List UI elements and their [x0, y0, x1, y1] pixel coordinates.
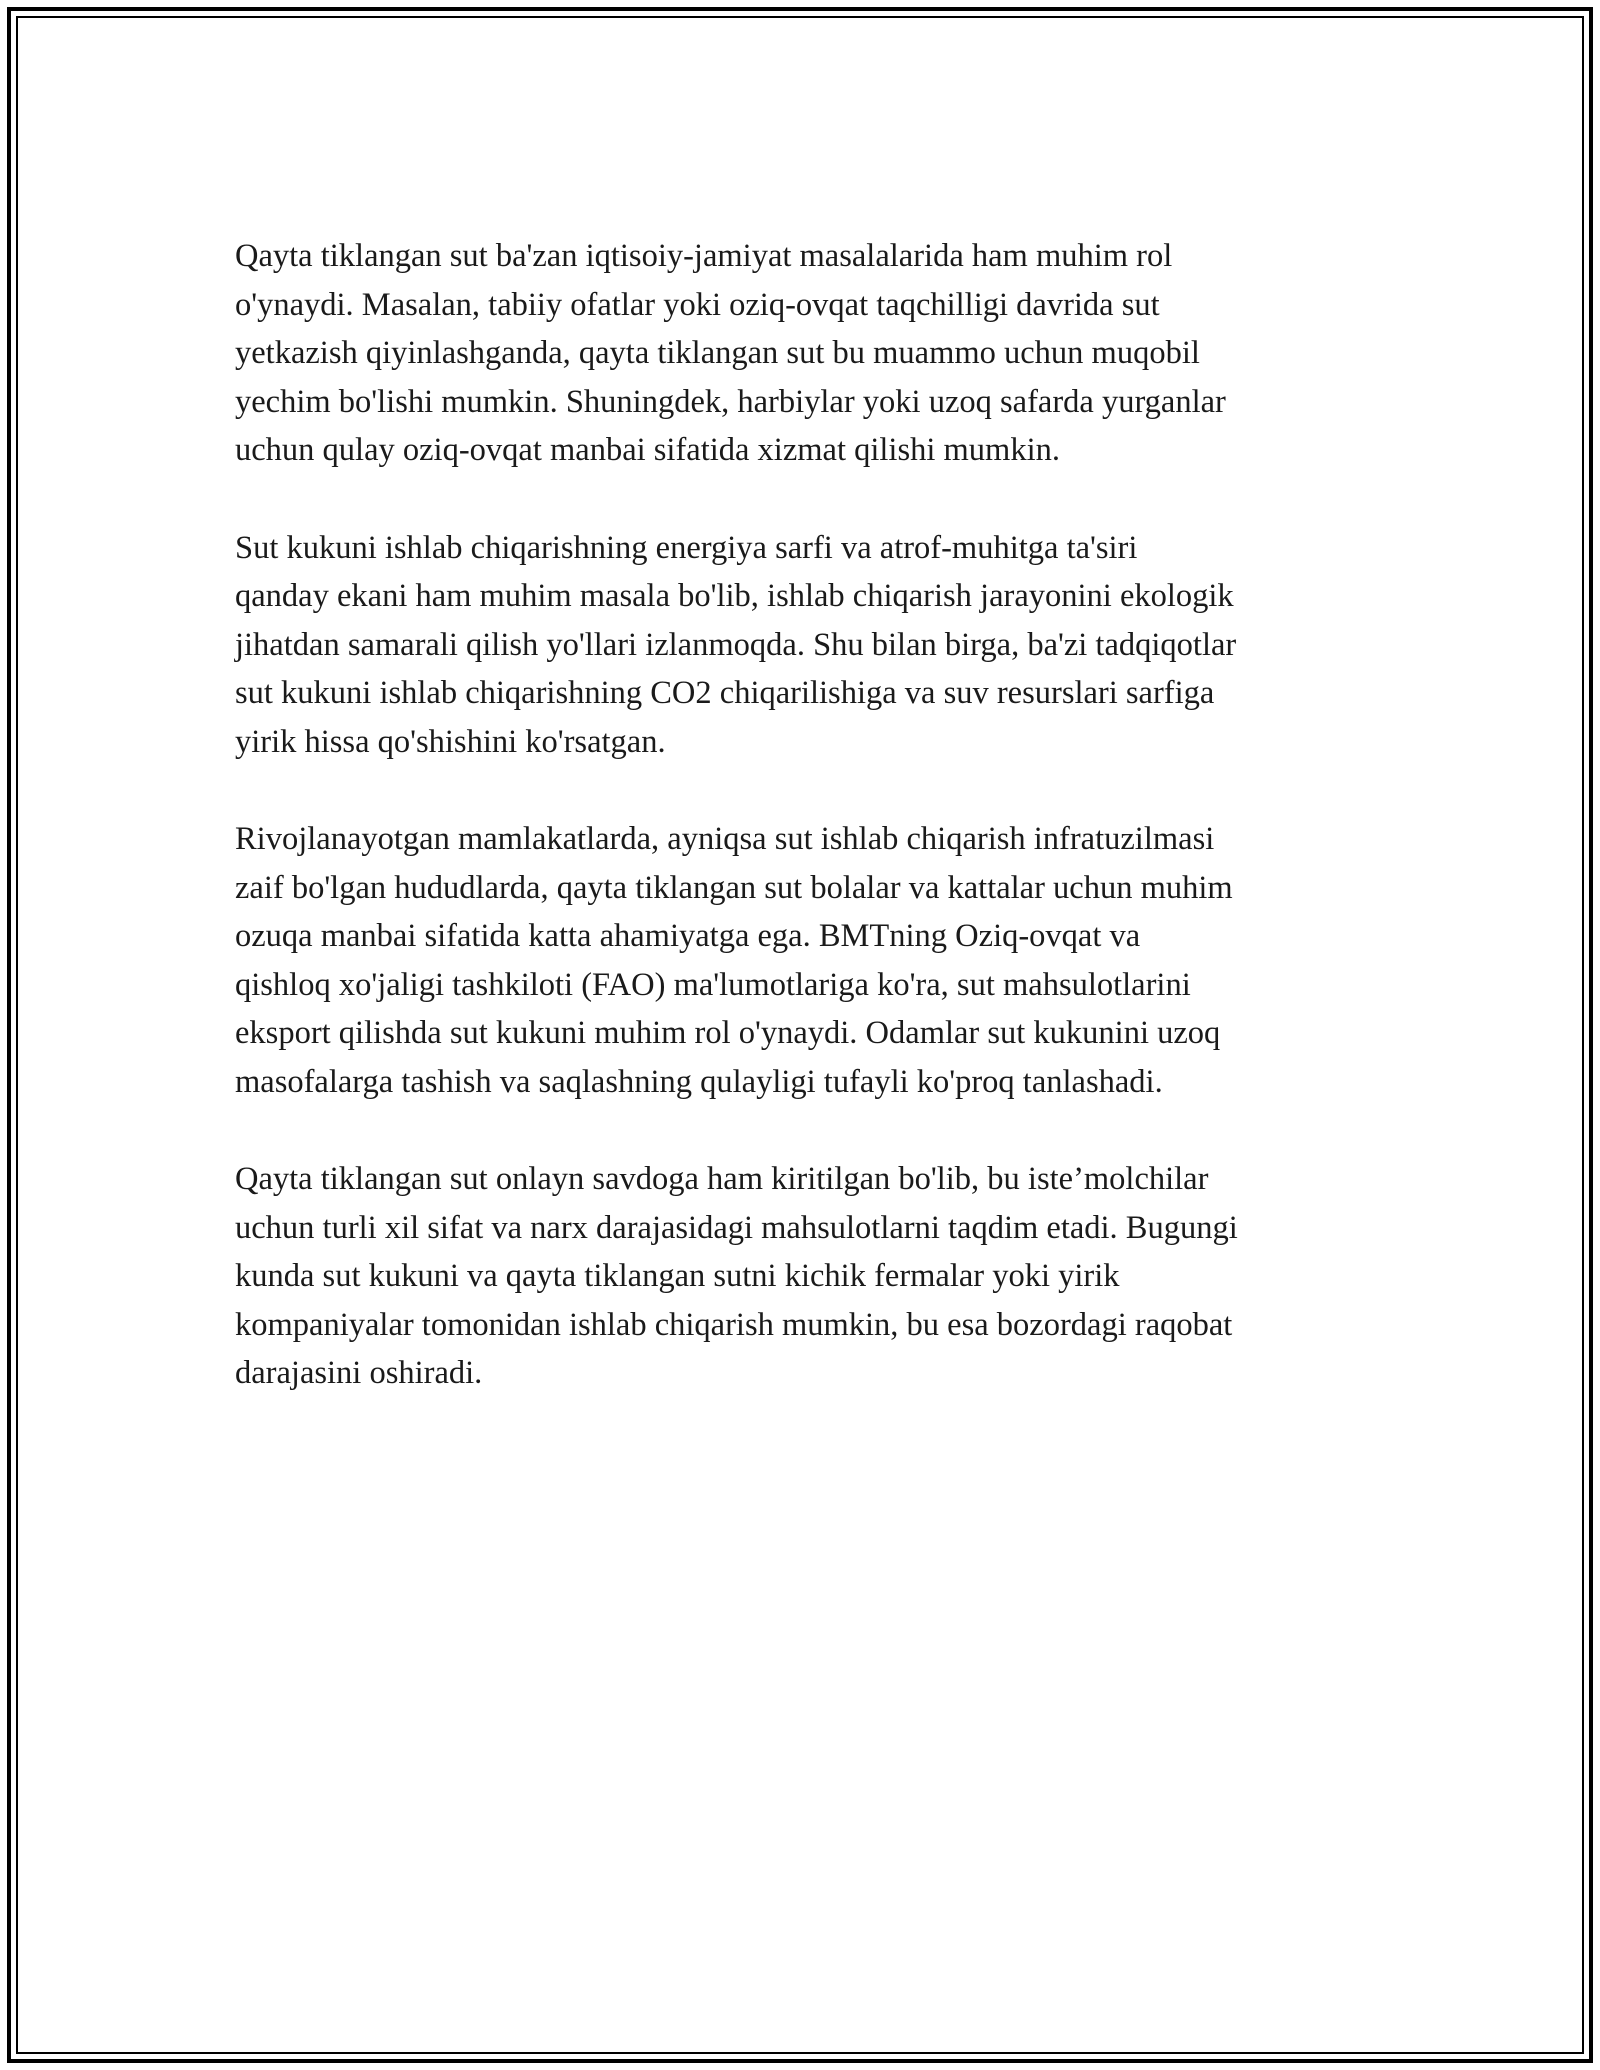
text-line: Rivojlanayotgan mamlakatlarda, ayniqsa sut ishlab chiqarish infratuzilmasi — [235, 821, 1215, 857]
text-line: kunda sut kukuni va qayta tiklangan sutni kichik fermalar yoki yirik — [235, 1258, 1120, 1294]
text-line: ozuqa manbai sifatida katta ahamiyatga ega. BMTning Oziq-ovqat va — [235, 918, 1141, 954]
text-line: o'ynaydi. Masalan, tabiiy ofatlar yoki oziq-ovqat taqchilligi davrida sut — [235, 286, 1160, 323]
text-line: uchun qulay oziq-ovqat manbai sifatida xizmat qilishi mumkin. — [235, 432, 1060, 468]
text-line: darajasini oshiradi. — [235, 1355, 483, 1391]
text-line: yetkazish qiyinlashganda, qayta tiklangan sut bu muammo uchun muqobil — [235, 335, 1200, 371]
text-line: yirik hissa qo'shishini ko'rsatgan. — [235, 723, 666, 760]
text-line: sut kukuni ishlab chiqarishning CO2 chiqarilishiga va suv resurslari sarfiga — [235, 675, 1215, 711]
text-line: kompaniyalar tomonidan ishlab chiqarish mumkin, bu esa bozordagi raqobat — [235, 1306, 1233, 1343]
text-line: jihatdan samarali qilish yo'llari izlanmoqda. Shu bilan birga, ba'zi tadqiqotlar — [235, 626, 1237, 663]
paragraph-1 — [235, 232, 1375, 475]
paragraph-3 — [235, 815, 1375, 1106]
text-line: Qayta tiklangan sut onlayn savdoga ham kiritilgan bo'lib, bu iste’molchilar — [235, 1161, 1209, 1197]
text-line: zaif bo'lgan hududlarda, qayta tiklangan sut bolalar va kattalar uchun muhim — [235, 869, 1233, 906]
text-line: eksport qilishda sut kukuni muhim rol o'ynaydi. Odamlar sut kukunini uzoq — [235, 1015, 1221, 1051]
text-line: Qayta tiklangan sut ba'zan iqtisoiy-jamiyat masalalarida ham muhim rol — [235, 238, 1173, 274]
text-line: masofalarga tashish va saqlashning qulayligi tufayli ko'proq tanlashadi. — [235, 1063, 1163, 1100]
text-line: yechim bo'lishi mumkin. Shuningdek, harbiylar yoki uzoq safarda yurganlar — [235, 383, 1226, 420]
text-line: uchun turli xil sifat va narx darajasidagi mahsulotlarni taqdim etadi. Bugungi — [235, 1209, 1238, 1246]
text-line: qishloq xo'jaligi tashkiloti (FAO) ma'lumotlariga ko'ra, sut mahsulotlarini — [235, 966, 1191, 1003]
text-line: qanday ekani ham muhim masala bo'lib, ishlab chiqarish jarayonini ekologik — [235, 578, 1234, 614]
document-body — [235, 232, 1375, 1447]
paragraph-4 — [235, 1155, 1375, 1398]
text-line: Sut kukuni ishlab chiqarishning energiya sarfi va atrof-muhitga ta'siri — [235, 529, 1138, 566]
paragraph-2 — [235, 524, 1375, 767]
